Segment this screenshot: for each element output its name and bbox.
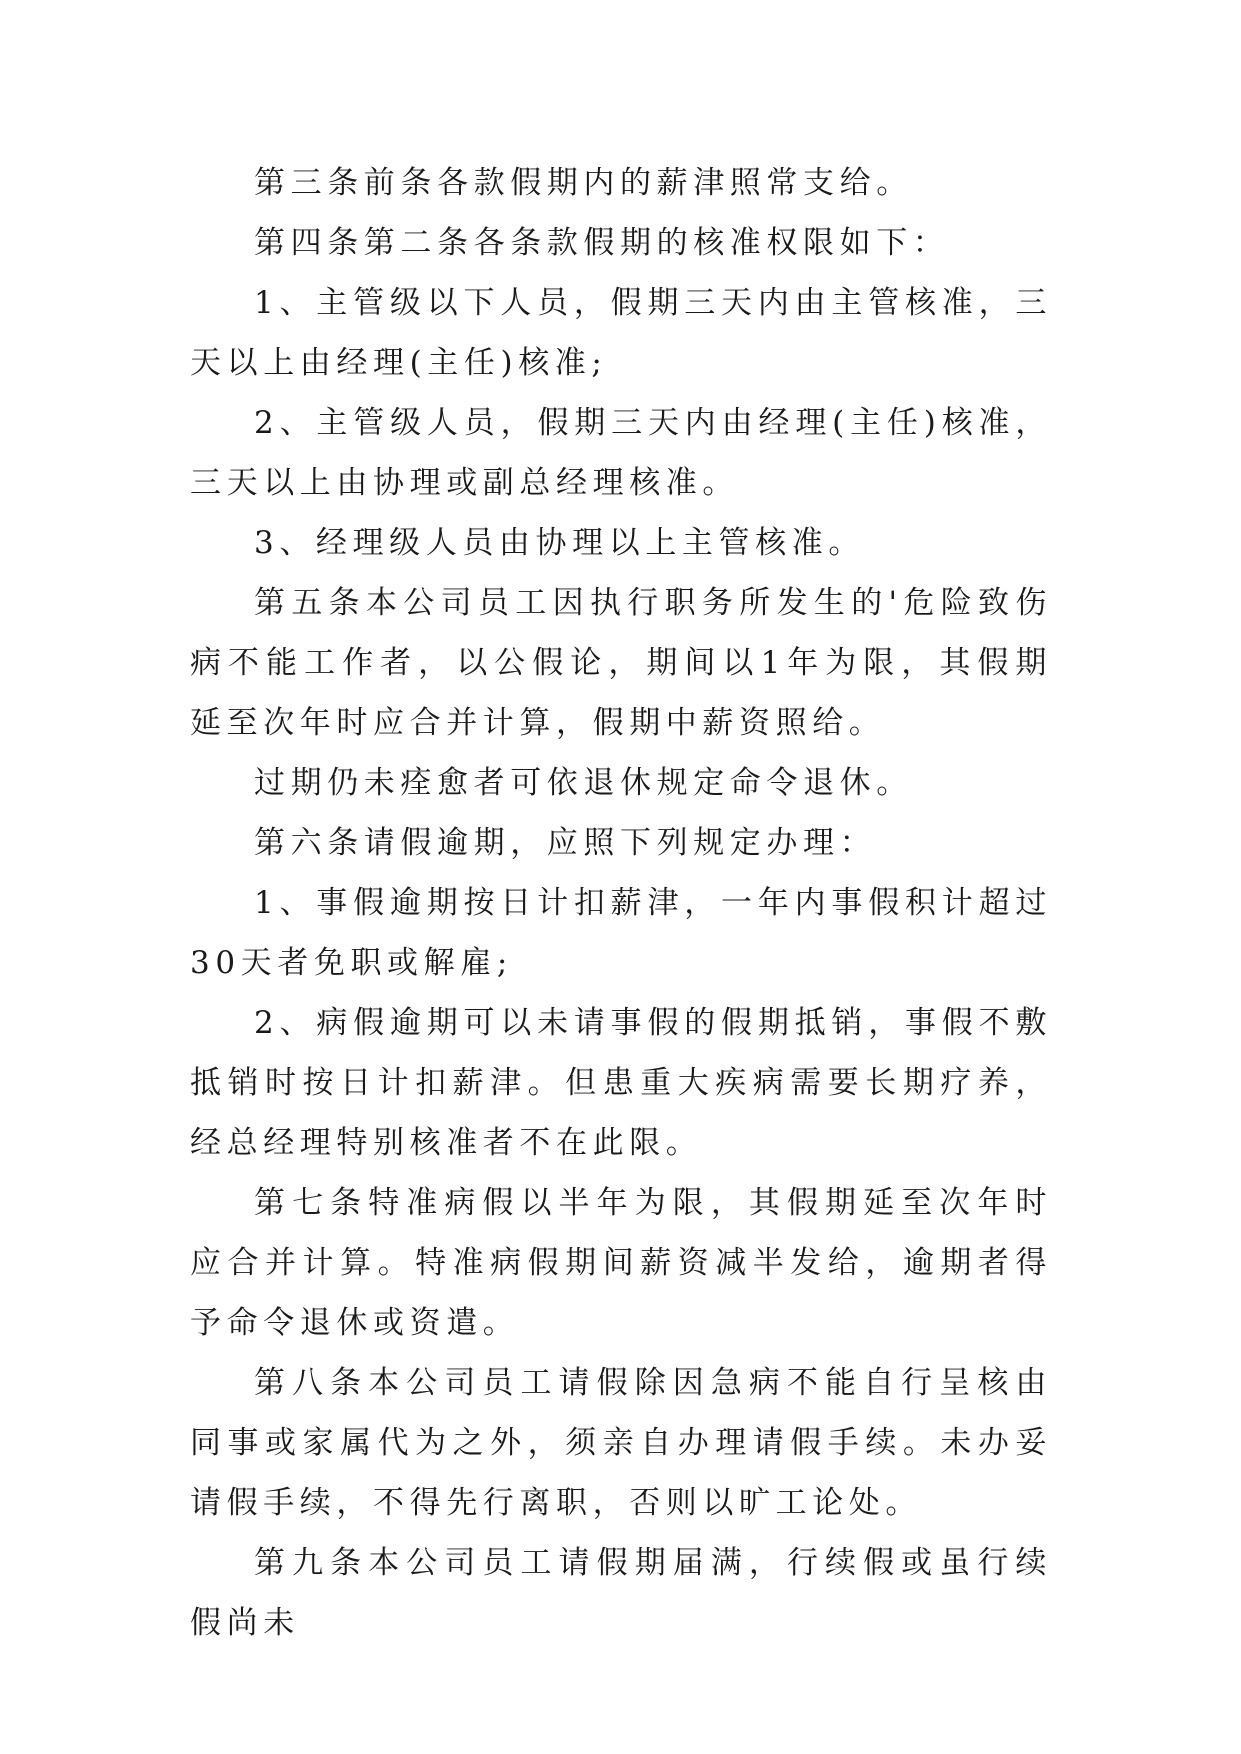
paragraph-article-5-cont: 过期仍未痊愈者可依退休规定命令退休。 <box>254 765 913 801</box>
paragraph-article-6-item-1: 1、事假逾期按日计扣薪津，一年内事假积计超过30天者免职或解雇; <box>190 885 1052 981</box>
document-body <box>190 153 1052 1653</box>
paragraph-article-7: 第七条特准病假以半年为限，其假期延至次年时应合并计算。特准病假期间薪资减半发给，逾期者得予命令退休或资遣。 <box>190 1185 1052 1341</box>
paragraph-article-5: 第五条本公司员工因执行职务所发生的'危险致伤病不能工作者，以公假论，期间以1年为限，其假期延至次年时应合并计算，假期中薪资照给。 <box>190 585 1052 741</box>
paragraph-article-6: 第六条请假逾期，应照下列规定办理： <box>254 825 877 861</box>
paragraph-article-4-item-1: 1、主管级以下人员，假期三天内由主管核准，三天以上由经理(主任)核准; <box>190 285 1052 381</box>
paragraph-article-8: 第八条本公司员工请假除因急病不能自行呈核由同事或家属代为之外，须亲自办理请假手续。未办妥请假手续，不得先行离职，否则以旷工论处。 <box>190 1365 1052 1521</box>
paragraph-article-3: 第三条前条各款假期内的薪津照常支给。 <box>254 165 913 201</box>
paragraph-article-9: 第九条本公司员工请假期届满，行续假或虽行续假尚未 <box>190 1545 1052 1641</box>
paragraph-article-4-item-2: 2、主管级人员，假期三天内由经理(主任)核准，三天以上由协理或副总经理核准。 <box>190 405 1052 501</box>
paragraph-article-4: 第四条第二条各条款假期的核准权限如下： <box>254 225 950 261</box>
paragraph-article-4-item-3: 3、经理级人员由协理以上主管核准。 <box>254 525 865 561</box>
paragraph-article-6-item-2: 2、病假逾期可以未请事假的假期抵销，事假不敷抵销时按日计扣薪津。但患重大疾病需要长期疗养，经总经理特别核准者不在此限。 <box>190 1005 1052 1161</box>
